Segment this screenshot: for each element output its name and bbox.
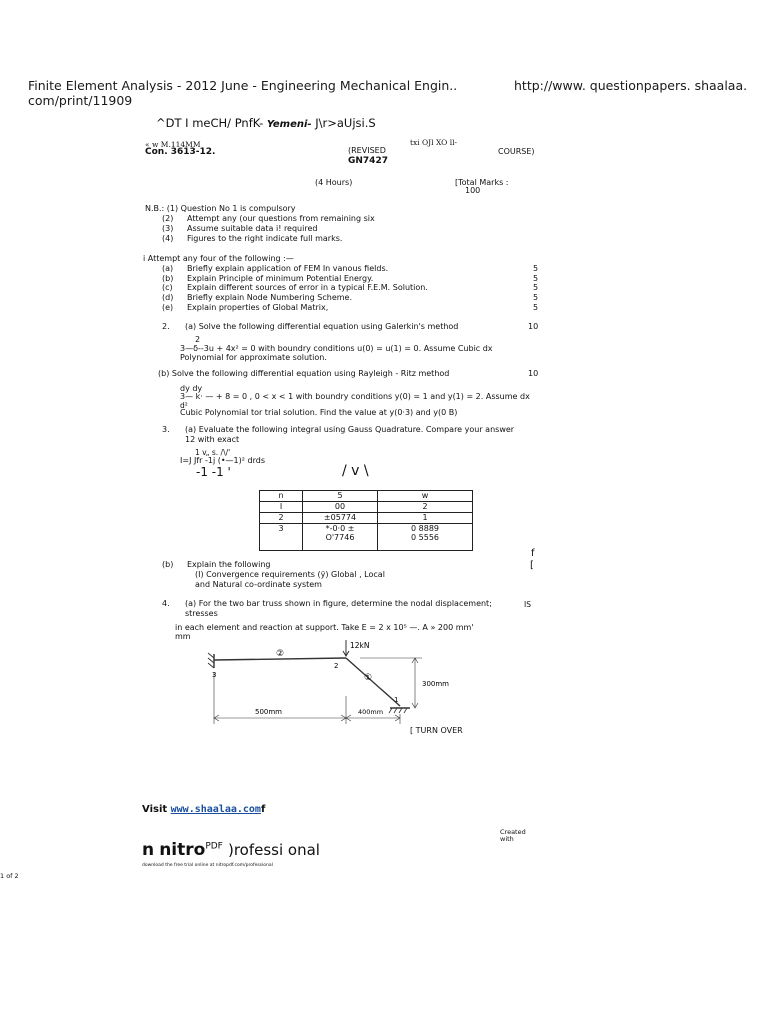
q1-item-num: (b) bbox=[162, 274, 174, 283]
q4a-line2: in each element and reaction at support. Take E = 2 x 10⁵ —. A » 200 mm' bbox=[175, 623, 474, 632]
paper-small-right: txi OJl XO ll- bbox=[410, 138, 458, 147]
nitro-word: nitro bbox=[159, 840, 206, 860]
q4a-stresses: stresses bbox=[185, 609, 218, 618]
q2a-superscript: 2 bbox=[195, 335, 201, 344]
q1-item-text: Briefly explain Node Numbering Scheme. bbox=[187, 293, 352, 302]
q2b-d2: d² bbox=[180, 401, 188, 410]
q1-item-marks: 5 bbox=[533, 283, 539, 292]
turn-over-label: [ TURN OVER bbox=[410, 726, 463, 735]
nb-item-num: (3) bbox=[162, 224, 174, 233]
truss-bar-1 bbox=[346, 658, 400, 706]
q3b-line3: and Natural co-ordinate system bbox=[195, 580, 322, 589]
paper-revised: (REVISED bbox=[348, 146, 386, 155]
table-row bbox=[260, 524, 473, 551]
table-row bbox=[260, 502, 473, 513]
fig-element-2-label: ② bbox=[276, 649, 285, 659]
q2b-equation: 3— k· — + 8 = 0 , 0 < x < 1 with boundry conditions y(0) = 1 and y(1) = 2. Assume dx bbox=[180, 392, 530, 401]
nitro-n: n bbox=[142, 840, 155, 860]
nitro-professional: )rofessi onal bbox=[227, 841, 320, 859]
q3a-text-line2: 12 with exact bbox=[185, 435, 240, 444]
fig-node-2: 2 bbox=[334, 662, 339, 670]
nitro-download-note: download the free trial online at nitropdf.com/professional bbox=[142, 863, 273, 868]
nitro-sup: PDF bbox=[205, 841, 223, 852]
paper-course: COURSE) bbox=[498, 147, 535, 156]
two-bar-truss-figure bbox=[200, 636, 450, 728]
print-header-title: Finite Element Analysis - 2012 June - Engineering Mechanical Engin.. bbox=[28, 78, 458, 93]
table-cell: 2 bbox=[260, 513, 303, 524]
q2a-equation: 3—δ--3u + 4x² = 0 with boundry conditions u(0) = u(1) = 0. Assume Cubic dx bbox=[180, 344, 493, 353]
q3a-text: (a) Evaluate the following integral using Gauss Quadrature. Compare your answer bbox=[185, 425, 515, 434]
table-cell: 2 bbox=[378, 502, 473, 513]
q1-item-text: Explain Principle of minimum Potential Energy. bbox=[187, 274, 374, 283]
q1-item-marks: 5 bbox=[533, 293, 539, 302]
paper-total-marks-label: [Total Marks : bbox=[455, 178, 509, 187]
fig-node-1: 1 bbox=[394, 696, 399, 704]
table-header-cell: w bbox=[378, 491, 473, 502]
q2b-equation-line2: Cubic Polynomial tor trial solution. Find the value at y(0·3) and y(0 B) bbox=[180, 408, 458, 417]
gauss-quadrature-table bbox=[259, 490, 473, 551]
fig-load-label: 12kN bbox=[350, 641, 370, 650]
footer-with: with bbox=[500, 835, 514, 843]
q4a-right-mark: IS bbox=[524, 600, 531, 609]
nitro-logo bbox=[142, 840, 320, 860]
q1-item-text: Briefly explain application of FEM In vanous fields. bbox=[187, 264, 389, 273]
nb-item-text: Figures to the right indicate full marks. bbox=[187, 234, 343, 243]
garbled-title-b: Yemeni- bbox=[266, 119, 312, 130]
q3-integral-glyphs: / v \ bbox=[342, 463, 369, 479]
table-header-row bbox=[260, 491, 473, 502]
garbled-title-c: J\r>aUjsi.S bbox=[315, 116, 376, 130]
paper-duration: (4 Hours) bbox=[315, 178, 353, 187]
table-cell: ±05774 bbox=[303, 513, 378, 524]
q3-integral-limits-bottom: -1 -1 ' bbox=[196, 465, 231, 479]
nb-item-text: Attempt any (our questions from remaining six bbox=[187, 214, 375, 223]
table-cell: I bbox=[260, 502, 303, 513]
q1-item-num: (e) bbox=[162, 303, 174, 312]
q1-item-num: (d) bbox=[162, 293, 174, 302]
print-header-url-path: com/print/11909 bbox=[28, 93, 133, 108]
q3-margin-mark-f: f bbox=[531, 548, 535, 559]
q2b-dy: dy dy bbox=[180, 384, 203, 393]
table-cell: *-0·0 ± O'7746 bbox=[303, 524, 378, 551]
fig-node-3: 3 bbox=[212, 671, 217, 679]
paper-total-marks-value: 100 bbox=[465, 186, 481, 195]
table-cell: 1 bbox=[378, 513, 473, 524]
q1-intro: i Attempt any four of the following :— bbox=[143, 254, 294, 263]
page-counter: 1 of 2 bbox=[0, 872, 19, 880]
table-cell: 0 8889 0 5556 bbox=[378, 524, 473, 551]
q2a-text: (a) Solve the following differential equation using Galerkin's method bbox=[185, 322, 459, 331]
q1-item-text: Explain properties of Global Matrix, bbox=[187, 303, 329, 312]
q1-item-marks: 5 bbox=[533, 264, 539, 273]
q3-margin-mark-bracket: [ bbox=[530, 560, 534, 571]
table-cell: 00 bbox=[303, 502, 378, 513]
q3-integral-limits-top: 1 v„ s. /\/' bbox=[195, 448, 231, 457]
paper-gn-code: GN7427 bbox=[348, 156, 388, 166]
paper-garbled-title bbox=[156, 116, 376, 130]
nb-item-num: (4) bbox=[162, 234, 174, 243]
table-header-cell: n bbox=[260, 491, 303, 502]
print-header-url: http://www. questionpapers. shaalaa. bbox=[514, 78, 748, 93]
q4a-text: (a) For the two bar truss shown in figure, determine the nodal displacement; bbox=[185, 599, 492, 608]
q2a-equation-line2: Polynomial for approximate solution. bbox=[180, 353, 327, 362]
fig-dim-horizontal-1: 500mm bbox=[255, 708, 282, 716]
q3b-text: Explain the following bbox=[187, 560, 271, 569]
footer-visit-label: Visit bbox=[142, 804, 168, 815]
table-cell: 3 bbox=[260, 524, 303, 551]
footer-visit bbox=[142, 804, 265, 815]
shaalaa-link[interactable]: www.shaalaa.com bbox=[170, 804, 261, 815]
garbled-title-a: ^DT I meCH/ PnfK- bbox=[156, 116, 264, 130]
nb-item-text: Assume suitable data i! required bbox=[187, 224, 318, 233]
q3-integral: I=J Jfr -1j (•—1)² drds bbox=[180, 456, 265, 465]
paper-con-number: Con. 3613-12. bbox=[145, 147, 216, 157]
q3-number: 3. bbox=[162, 425, 170, 434]
q1-item-num: (a) bbox=[162, 264, 174, 273]
q4-number: 4. bbox=[162, 599, 170, 608]
q1-item-num: (c) bbox=[162, 283, 173, 292]
q3b-number: (b) bbox=[162, 560, 174, 569]
q2a-marks: 10 bbox=[528, 322, 539, 331]
nb-item-num: (2) bbox=[162, 214, 174, 223]
q4a-line2-units: mm bbox=[175, 632, 191, 641]
fig-element-1-label: ① bbox=[364, 673, 373, 683]
q3b-line2: (I) Convergence requirements (ÿ) Global , Local bbox=[195, 570, 385, 579]
q2b-marks: 10 bbox=[528, 369, 539, 378]
q2-number: 2. bbox=[162, 322, 170, 331]
footer-created: Created bbox=[500, 828, 526, 836]
nb-line-1: N.B.: (1) Question No 1 is compulsory bbox=[145, 204, 296, 213]
q2b-text: (b) Solve the following differential equation using Rayleigh - Ritz method bbox=[158, 369, 450, 378]
q1-item-marks: 5 bbox=[533, 274, 539, 283]
fig-dim-horizontal-2: 400mm bbox=[358, 708, 384, 716]
q1-item-text: Explain different sources of error in a typical F.E.M. Solution. bbox=[187, 283, 428, 292]
q1-item-marks: 5 bbox=[533, 303, 539, 312]
table-row bbox=[260, 513, 473, 524]
paper-small-code: « w M.114MM bbox=[145, 140, 201, 149]
table-header-cell: 5 bbox=[303, 491, 378, 502]
fig-dim-vertical: 300mm bbox=[422, 680, 449, 688]
footer-visit-suffix: f bbox=[260, 804, 266, 815]
